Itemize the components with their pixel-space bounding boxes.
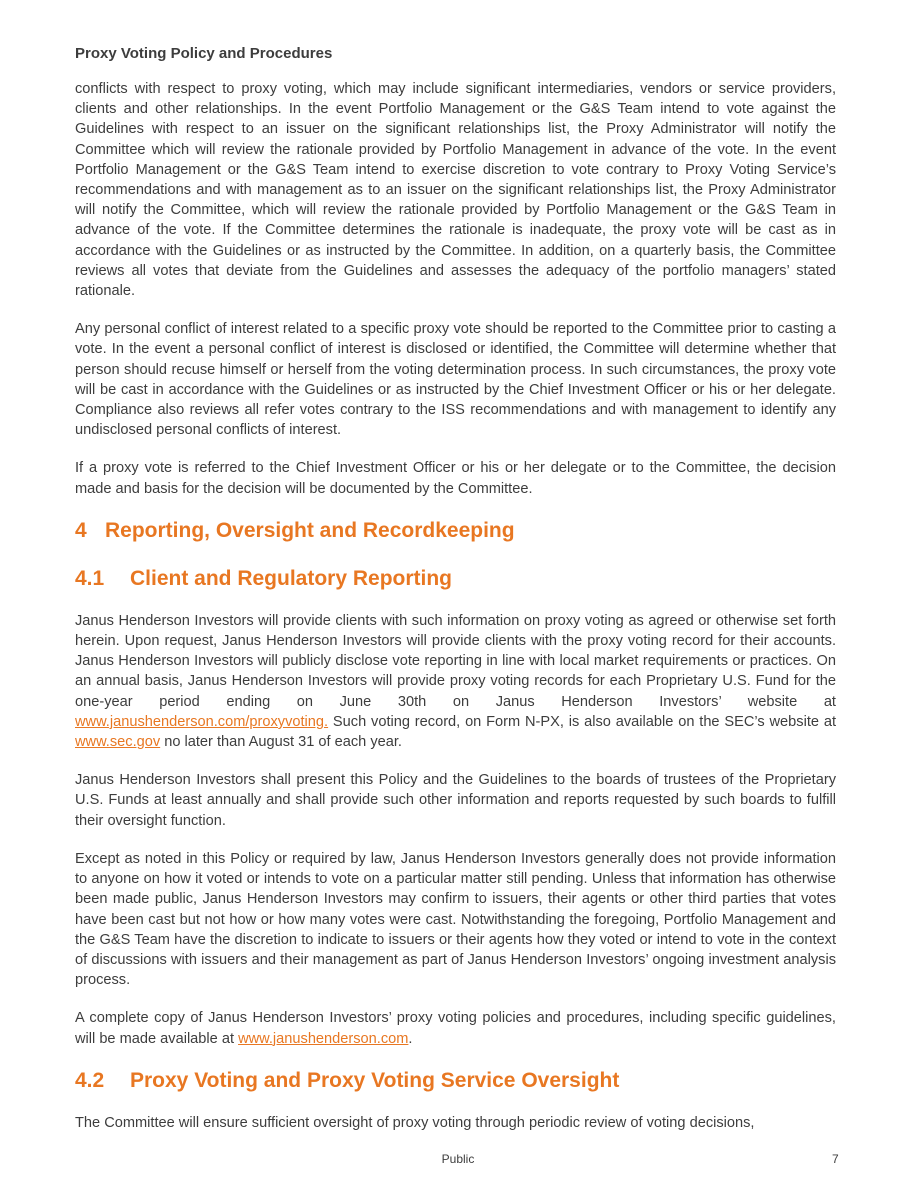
paragraph-client-reporting [75, 611, 836, 752]
proxyvoting-link[interactable]: www.janushenderson.com/proxyvoting. [75, 713, 329, 730]
section-number: 4 [75, 518, 87, 542]
text-run: no later than August 31 of each year. [160, 734, 402, 751]
section-heading-4-2 [75, 1067, 836, 1113]
section-heading-4-1 [75, 565, 836, 611]
paragraph-committee-oversight: The Committee will ensure sufficient oversight of proxy voting through periodic review of voting decisions, [75, 1114, 755, 1131]
section-heading-4 [75, 517, 836, 565]
paragraph-conflicts: conflicts with respect to proxy voting, which may include significant intermediaries, vendors or service providers, clients and other relationships. In the event Portfolio Management or the G&S Team intend to vote against the Guidelines with respect to an issuer on the significant relationships list, the Proxy Administrator will notify the Committee which will review the rationale provided by Portfolio Management in advance of the vote. In the event Portfolio Management or the G&S Team intend to exercise discretion to vote contrary to Proxy Voting Service’s recommendations and with management as to an issuer on the significant relationships list, the Proxy Administrator will notify the Committee, which will review the rationale provided by Portfolio Management or the G&S Team in advance of the vote. If the Committee determines the rationale is inadequate, the proxy vote will be cast as in accordance with the Guidelines or as instructed by the Committee. In addition, on a quarterly basis, the Committee reviews all votes that deviate from the Guidelines and assesses the adequacy of the portfolio managers’ stated rationale. [75, 81, 836, 300]
section-title: Client and Regulatory Reporting [130, 566, 453, 590]
page-number: 7 [832, 1152, 839, 1166]
text-run: . [408, 1030, 413, 1047]
running-header: Proxy Voting Policy and Procedures [75, 45, 333, 62]
section-title: Reporting, Oversight and Recordkeeping [105, 518, 515, 542]
page-body [75, 79, 836, 1151]
footer-classification: Public [441, 1152, 475, 1166]
section-number: 4.2 [75, 1068, 105, 1092]
paragraph-personal-conflict: Any personal conflict of interest related to a specific proxy vote should be reported to the Committee prior to casting a vote. In the event a personal conflict of interest is disclosed or identified, the Committee will determine whether that person should recuse himself or herself from the voting determination process. In such circumstances, the proxy vote will be cast in accordance with the Guidelines or as instructed by the Chief Investment Officer or his or her delegate. Compliance also reviews all refer votes contrary to the ISS recommendations and with management to identify any undisclosed personal conflicts of interest. [75, 321, 836, 439]
text-run: Janus Henderson Investors will provide clients with such information on proxy voting as agreed or otherwise set forth herein. Upon request, Janus Henderson Investors will provide clients with the proxy voting record for their accounts. Janus Henderson Investors will publicly disclose vote reporting in line with local market requirements or practices. On an annual basis, Janus Henderson Investors will provide proxy voting records for each Proprietary U.S. Fund for the one-year period ending on June 30th on Janus Henderson Investors’ website at [75, 612, 836, 710]
section-number: 4.1 [75, 566, 105, 590]
text-run: Such voting record, on Form N-PX, is also available on the SEC’s website at [328, 713, 836, 730]
sec-link[interactable]: www.sec.gov [75, 734, 161, 751]
section-title: Proxy Voting and Proxy Voting Service Oversight [130, 1068, 620, 1092]
text-run: A complete copy of Janus Henderson Investors’ proxy voting policies and procedures, including specific guidelines, will be made available at [75, 1010, 836, 1047]
janushenderson-link[interactable]: www.janushenderson.com [238, 1030, 409, 1047]
paragraph-board-oversight: Janus Henderson Investors shall present this Policy and the Guidelines to the boards of trustees of the Proprietary U.S. Funds at least annually and shall provide such other information and reports requested by such boards to fulfill their oversight function. [75, 772, 836, 829]
paragraph-policy-copy [75, 1008, 836, 1048]
paragraph-confidentiality: Except as noted in this Policy or required by law, Janus Henderson Investors generally does not provide information to anyone on how it voted or intends to vote on a particular matter still pending. Unless that information has otherwise been made public, Janus Henderson Investors may confirm to issuers, their agents or other third parties that votes have been cast but not how or how many votes were cast. Notwithstanding the foregoing, Portfolio Management and the G&S Team have the discretion to indicate to issuers or their agents how they voted or intend to vote in the context of discussions with issuers and their management as part of Janus Henderson Investors’ ongoing investment analysis process. [75, 850, 836, 989]
paragraph-referral-documentation: If a proxy vote is referred to the Chief Investment Officer or his or her delegate or to the Committee, the decision made and basis for the decision will be documented by the Committee. [75, 460, 836, 497]
